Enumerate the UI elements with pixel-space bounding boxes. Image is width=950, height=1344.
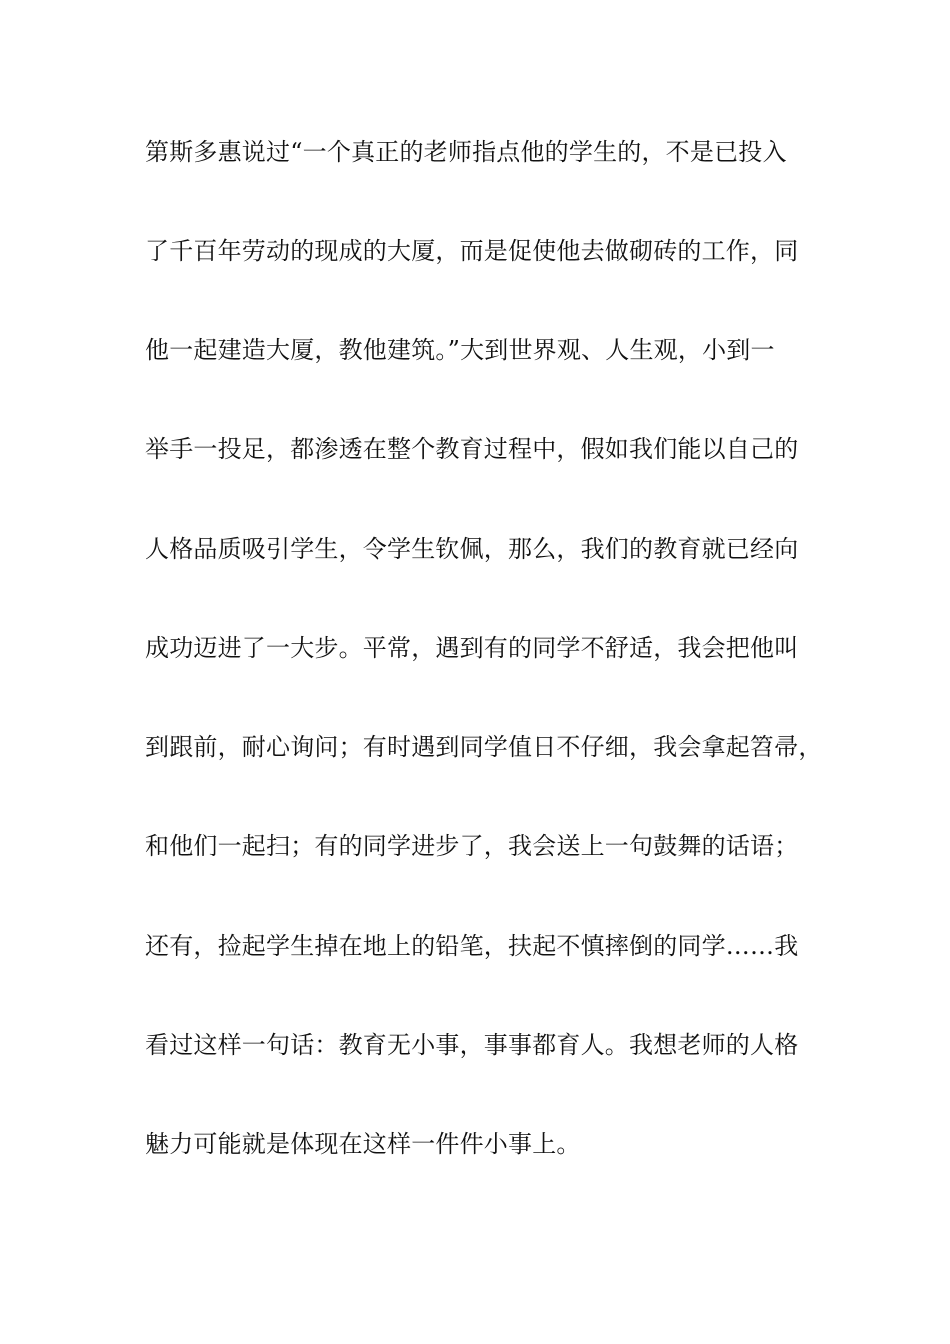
paragraph-line: 和他们一起扫；有的同学进步了，我会送上一句鼓舞的话语；	[145, 832, 799, 860]
paragraph-line: 成功迈进了一大步。平常，遇到有的同学不舒适，我会把他叫	[145, 634, 799, 662]
paragraph-line: 举手一投足，都渗透在整个教育过程中，假如我们能以自己的	[145, 435, 799, 463]
paragraph-line: 到跟前，耐心询问；有时遇到同学值日不仔细，我会拿起笤帚，	[145, 733, 823, 761]
paragraph-line: 他一起建造大厦，教他建筑。”大到世界观、人生观，小到一	[145, 336, 775, 364]
paragraph-line: 人格品质吸引学生，令学生钦佩，那么，我们的教育就已经向	[145, 535, 799, 563]
paragraph-line: 了千百年劳动的现成的大厦，而是促使他去做砌砖的工作，同	[145, 237, 799, 265]
paragraph-line: 看过这样一句话：教育无小事，事事都育人。我想老师的人格	[145, 1031, 799, 1059]
paragraph-line: 第斯多惠说过“一个真正的老师指点他的学生的，不是已投入	[145, 138, 787, 166]
paragraph-line: 魅力可能就是体现在这样一件件小事上。	[145, 1130, 581, 1158]
paragraph-line: 还有，捡起学生掉在地上的铅笔，扶起不慎摔倒的同学……我	[145, 932, 799, 960]
